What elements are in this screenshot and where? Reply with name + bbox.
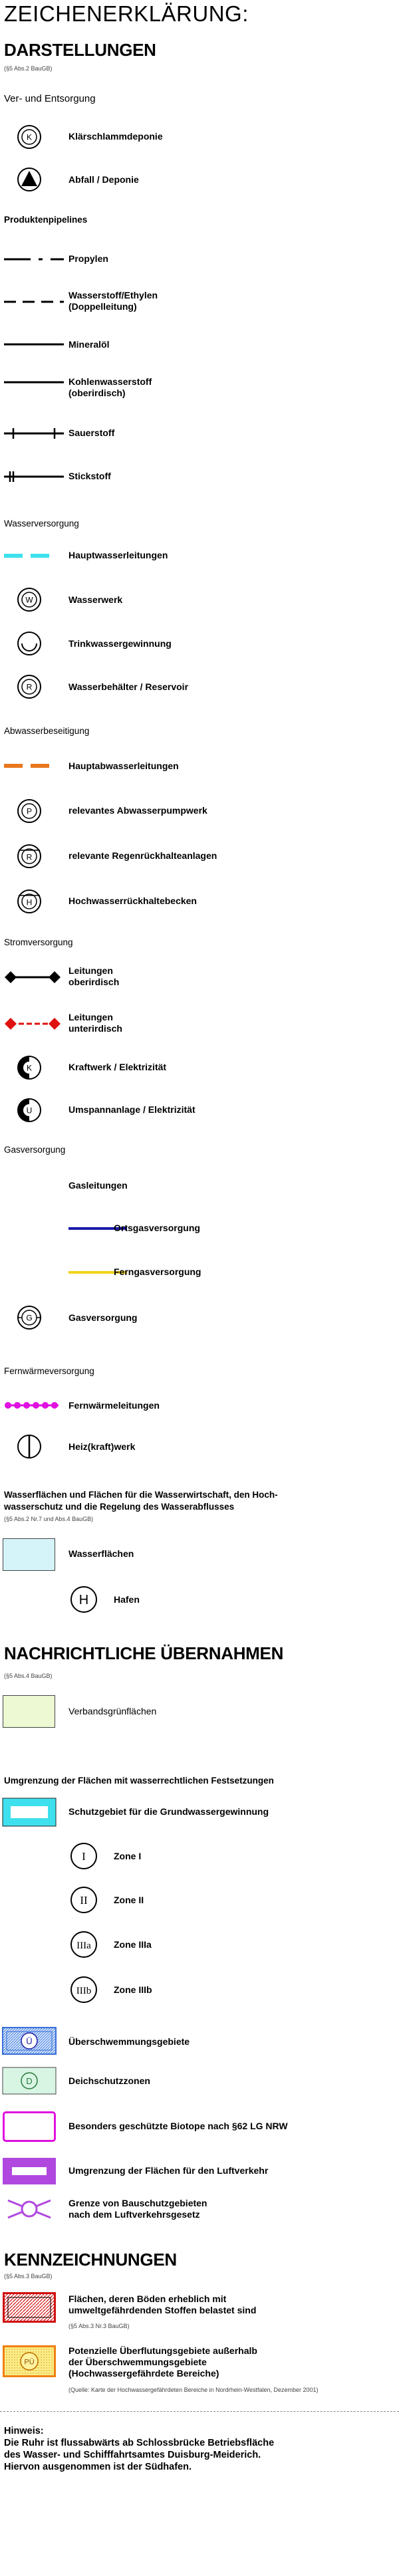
legend-label: Wasserwerk — [68, 594, 123, 605]
symbol-letter: W — [25, 595, 33, 605]
symbol-letter: H — [78, 1593, 89, 1607]
schutzgebiet-swatch — [3, 1798, 56, 1826]
legend-label: Umgrenzung der Flächen für den Luftverkehr — [68, 2165, 269, 2176]
group-heading: Ver- und Entsorgung — [4, 93, 96, 104]
legend-label: Flächen, deren Böden erheblich mit umweltgefährdenden Stoffen belastet sind — [68, 2293, 257, 2315]
group-heading: Abwasserbeseitigung — [4, 726, 90, 736]
symbol-letter: R — [26, 682, 33, 692]
legend-label: Schutzgebiet für die Grundwassergewinnung — [68, 1806, 269, 1817]
legend-label: Potenzielle Überflutungsgebiete außerhalb der Überschwemmungsgebiete (Hochwassergefährdete Bereiche) — [68, 2345, 257, 2379]
legend-label: Grenze von Bauschutzgebieten nach dem Luftverkehrsgesetz — [68, 2198, 207, 2220]
legend-label: Propylen — [68, 253, 108, 264]
legend-label: Hafen — [114, 1594, 140, 1605]
hafen-icon — [69, 1585, 98, 1614]
group-heading: Fernwärmeversorgung — [4, 1366, 94, 1376]
regenrueckhalte-icon — [16, 843, 43, 870]
heizkraftwerk-icon — [16, 1433, 43, 1460]
legend-label: Wasserbehälter / Reservoir — [68, 681, 189, 692]
legend-label: Ferngasversorgung — [114, 1266, 201, 1277]
gasversorgung-icon — [16, 1304, 43, 1331]
legend-label: Gasversorgung — [68, 1312, 138, 1323]
symbol-letter: P — [26, 806, 33, 816]
group-heading: Produktenpipelines — [4, 215, 88, 225]
propylen-line-icon — [4, 253, 64, 266]
legend-label: Mineralöl — [68, 339, 110, 350]
legend-label: Leitungen oberirdisch — [68, 965, 120, 987]
zone-i-icon — [69, 1841, 98, 1871]
group-heading: Stromversorgung — [4, 937, 73, 947]
legend-label: Trinkwassergewinnung — [68, 638, 172, 649]
klaerschlamm-icon — [16, 124, 43, 150]
mineraloel-line-icon — [4, 338, 64, 351]
legend-label: Umspannanlage / Elektrizität — [68, 1104, 196, 1115]
section-heading-kennzeichnungen: KENNZEICHNUNGEN — [4, 2250, 177, 2270]
leitung-oberirdisch-icon — [4, 967, 61, 987]
kohlenwasserstoff-line-icon — [4, 376, 64, 389]
symbol-letter: K — [26, 132, 33, 142]
legend-note: (Quelle: Karte der Hochwassergefährdeten Bereiche in Nordrhein-Westfalen, Dezember 2001) — [68, 2387, 319, 2393]
abfall-deponie-icon — [16, 166, 43, 193]
legend-label: Besonders geschützte Biotope nach §62 LG NRW — [68, 2121, 288, 2131]
hinweis-text: Hinweis: Die Ruhr ist flussabwärts ab Schlossbrücke Betriebsfläche des Wasser- und Schifffahrtsamtes Duisburg-Meiderich. Hiervon ausgenommen ist der Südhafen. — [4, 2426, 275, 2472]
legend-note: (§5 Abs.3 Nr.3 BauGB) — [68, 2323, 130, 2329]
symbol-letter: D — [26, 2076, 33, 2086]
legend-label: relevante Regenrückhalteanlagen — [68, 850, 217, 861]
hauptwasserleitung-line-icon — [4, 549, 57, 562]
legend-label: Zone I — [114, 1851, 142, 1861]
symbol-letter: U — [26, 1106, 33, 1115]
legend-label: Verbandsgrünflächen — [68, 1706, 157, 1716]
legend-label: Hochwasserrückhaltebecken — [68, 895, 197, 906]
belastete-flaechen-swatch — [3, 2292, 56, 2323]
group-heading: Wasserversorgung — [4, 519, 79, 528]
divider — [0, 2411, 399, 2412]
section-heading-nachrichtliche: NACHRICHTLICHE ÜBERNAHMEN — [4, 1643, 284, 1663]
section-heading-darstellungen: DARSTELLUNGEN — [4, 40, 156, 60]
section-note: (§5 Abs.2 BauGB) — [4, 65, 53, 72]
biotope-swatch — [3, 2111, 56, 2142]
group-heading: Umgrenzung der Flächen mit wasserrechtlichen Festsetzungen — [4, 1776, 274, 1786]
legend-label: Zone II — [114, 1895, 144, 1905]
section-note: (§5 Abs.2 Nr.7 und Abs.4 BauGB) — [4, 1516, 94, 1522]
legend-label: Gasleitungen — [68, 1180, 128, 1191]
legend-label: Sauerstoff — [68, 427, 115, 438]
symbol-letter: PÜ — [24, 2358, 35, 2367]
wasserflaechen-swatch — [3, 1538, 55, 1571]
umspannanlage-icon — [16, 1097, 43, 1123]
symbol-letter: K — [26, 1063, 33, 1073]
ueberschwemmungsgebiet-swatch — [3, 2028, 56, 2054]
section-note: (§5 Abs.4 BauGB) — [4, 1673, 53, 1679]
ueberflutungsgebiet-swatch — [3, 2345, 56, 2377]
hauptabwasserleitung-line-icon — [4, 759, 57, 772]
legend-label: Hauptwasserleitungen — [68, 550, 168, 560]
legend-label: Kraftwerk / Elektrizität — [68, 1062, 167, 1072]
stickstoff-line-icon — [4, 470, 64, 483]
legend-label: Stickstoff — [68, 471, 111, 481]
legend-label: Überschwemmungsgebiete — [68, 2036, 190, 2047]
leitung-unterirdisch-icon — [4, 1014, 61, 1034]
kraftwerk-icon — [16, 1054, 43, 1081]
symbol-letter: H — [26, 897, 33, 907]
legend-label: Klärschlammdeponie — [68, 131, 163, 142]
section-note: (§5 Abs.3 BauGB) — [4, 2273, 53, 2280]
legend-label: Wasserstoff/Ethylen (Doppelleitung) — [68, 290, 158, 312]
zone-symbol: II — [80, 1894, 88, 1907]
legend-label: Hauptabwasserleitungen — [68, 761, 179, 771]
wasserstoff-ethylen-line-icon — [4, 295, 64, 308]
verbandsgruen-swatch — [3, 1695, 55, 1728]
group-heading: Wasserflächen und Flächen für die Wasserwirtschaft, den Hoch- wasserschutz und die Regelung des Wasserabflusses — [4, 1490, 278, 1512]
legend-label: Ortsgasversorgung — [114, 1223, 200, 1233]
symbol-letter: G — [26, 1313, 33, 1323]
legend-label: Zone IIIb — [114, 1984, 152, 1995]
legend-label: Abfall / Deponie — [68, 174, 139, 185]
abwasserpumpwerk-icon — [16, 798, 43, 824]
page-title: ZEICHENERKLÄRUNG: — [4, 1, 249, 26]
sauerstoff-line-icon — [4, 427, 64, 440]
symbol-letter: R — [26, 852, 33, 862]
group-heading: Gasversorgung — [4, 1145, 66, 1155]
fernwaermeleitung-line-icon — [4, 1401, 61, 1410]
zone-symbol: IIIa — [76, 1940, 91, 1951]
luftverkehr-swatch — [3, 2158, 56, 2184]
deichschutzzone-swatch — [3, 2067, 56, 2094]
wasserwerk-icon — [16, 586, 43, 613]
zone-symbol: IIIb — [76, 1986, 92, 1996]
legend-label: Deichschutzzonen — [68, 2075, 150, 2086]
trinkwasser-icon — [16, 630, 43, 657]
hochwasserrueckhaltebecken-icon — [16, 888, 43, 915]
bauschutzgebiet-icon — [3, 2195, 56, 2223]
legend-label: relevantes Abwasserpumpwerk — [68, 805, 207, 816]
symbol-letter: Ü — [26, 2036, 33, 2046]
legend-label: Leitungen unterirdisch — [68, 1012, 122, 1034]
zone-symbol: I — [82, 1850, 86, 1863]
wasserbehaelter-icon — [16, 673, 43, 700]
legend-label: Heiz(kraft)werk — [68, 1441, 136, 1452]
legend-label: Zone IIIa — [114, 1939, 152, 1950]
zone-ii-icon — [69, 1885, 98, 1915]
zone-iiib-icon — [69, 1975, 98, 2004]
legend-label: Wasserflächen — [68, 1548, 134, 1559]
legend-label: Kohlenwasserstoff (oberirdisch) — [68, 376, 152, 398]
legend-label: Fernwärmeleitungen — [68, 1400, 160, 1411]
zone-iiia-icon — [69, 1930, 98, 1959]
